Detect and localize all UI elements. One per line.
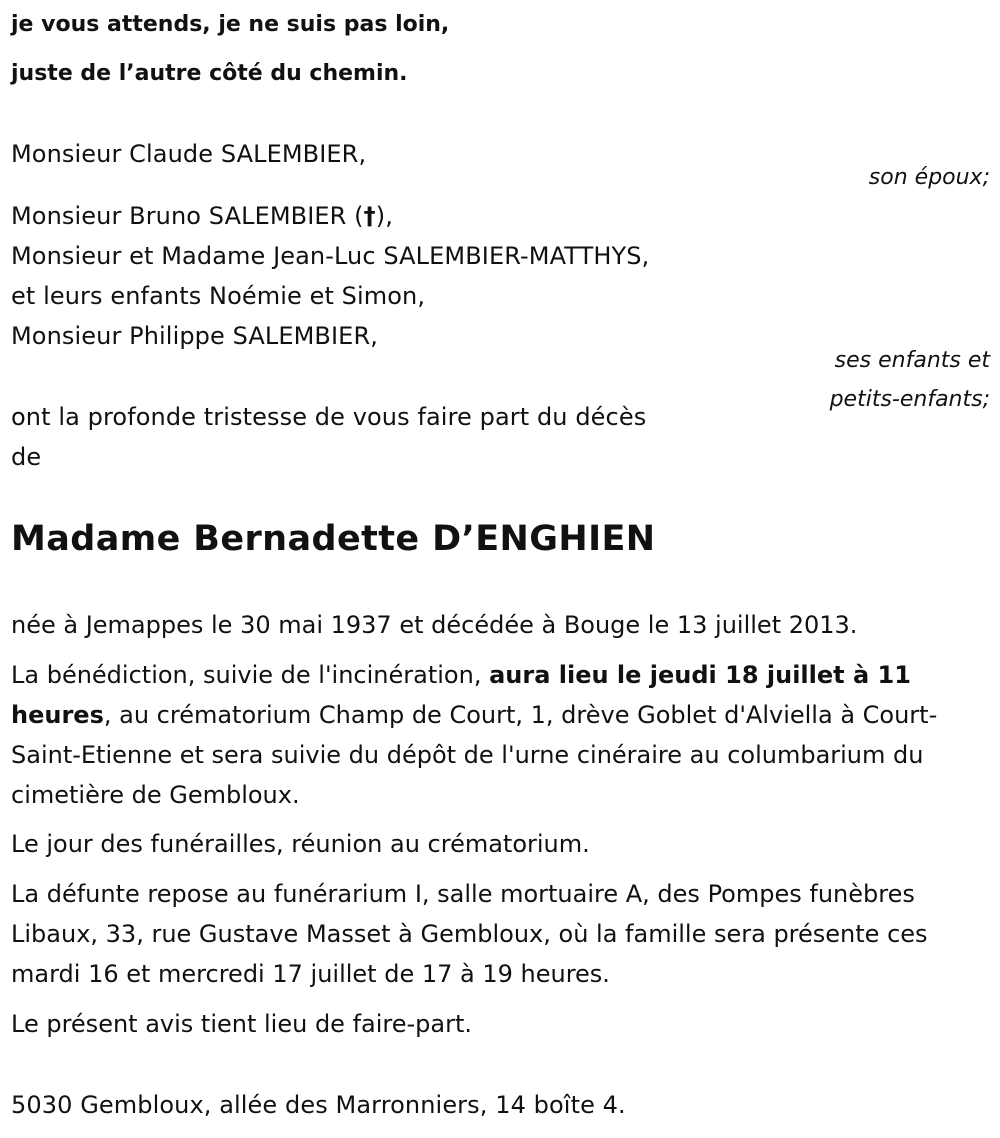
poem-line-1: je vous attends, je ne suis pas loin, — [11, 12, 450, 37]
ceremony-details: , au crématorium Champ de Court, 1, drève Goblet d'Alviella à Court-Saint-Etienne et sera suivie du dépôt de l'urne cinéraire au columbarium du cimetière de Gembloux. — [11, 701, 938, 809]
role-children-line-1: ses enfants et — [834, 348, 990, 373]
visitation-text: La défunte repose au funérarium I, salle mortuaire A, des Pompes funèbres Libaux, 33, rue Gustave Masset à Gembloux, où la famille sera présente ces mardi 16 et mercredi 17 juillet de 17 à 19 heures. — [11, 880, 928, 988]
child-1-suffix: ), — [375, 202, 393, 230]
role-spouse: son époux; — [868, 165, 990, 190]
announcement-line-1: ont la profonde tristesse de vous faire part du décès — [11, 403, 647, 431]
poem-line-2: juste de l’autre côté du chemin. — [11, 61, 408, 86]
family-child-2: Monsieur et Madame Jean-Luc SALEMBIER-MATTHYS, — [11, 242, 650, 270]
family-grandchildren: et leurs enfants Noémie et Simon, — [11, 282, 426, 310]
notice-text: Le présent avis tient lieu de faire-part. — [11, 1010, 473, 1038]
family-spouse: Monsieur Claude SALEMBIER, — [11, 140, 367, 168]
ceremony-time: aura lieu le jeudi 18 juillet à 11 heures — [11, 661, 911, 729]
deceased-name: Madame Bernadette D’ENGHIEN — [11, 519, 656, 559]
family-child-3: Monsieur Philippe SALEMBIER, — [11, 322, 378, 350]
role-children-line-2: petits-enfants; — [829, 387, 990, 412]
cross-icon: † — [363, 202, 376, 230]
announcement-line-2: de — [11, 443, 42, 471]
birth-death-text: née à Jemappes le 30 mai 1937 et décédée à Bouge le 13 juillet 2013. — [11, 611, 858, 639]
ceremony-text — [11, 655, 986, 815]
ceremony-intro: La bénédiction, suivie de l'incinération, — [11, 661, 490, 689]
reunion-text: Le jour des funérailles, réunion au crématorium. — [11, 830, 590, 858]
child-1-name: Monsieur Bruno SALEMBIER ( — [11, 202, 364, 230]
family-child-1 — [11, 196, 393, 236]
address: 5030 Gembloux, allée des Marronniers, 14 boîte 4. — [11, 1091, 626, 1119]
